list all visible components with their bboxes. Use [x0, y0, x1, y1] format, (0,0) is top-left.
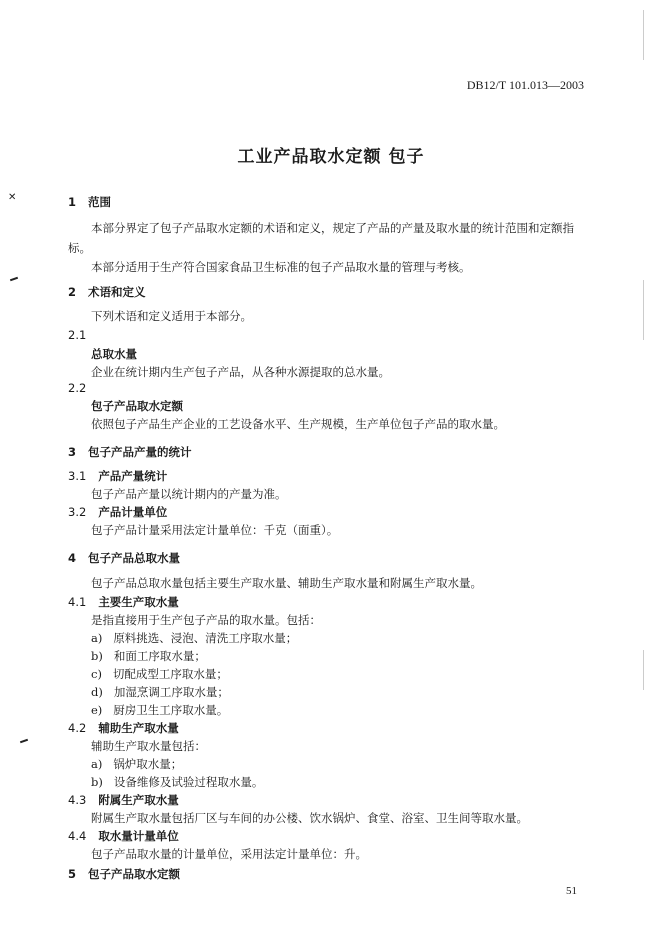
- list-item-text: 原料挑选、浸泡、清洗工序取水量；: [113, 631, 298, 645]
- list-item: [91, 684, 229, 700]
- term-total-water: 总取水量: [91, 347, 137, 361]
- scan-mark: [20, 739, 28, 744]
- clause-3-2-heading: [68, 504, 167, 520]
- list-item-label: c): [91, 667, 102, 681]
- scan-edge-line: [643, 280, 644, 340]
- section-1-paragraph-1: 本部分界定了包子产品取水定额的术语和定义，规定了产品的产量及取水量的统计范围和定额指标。: [68, 221, 574, 255]
- section-title: 包子产品产量的统计: [88, 445, 192, 459]
- scan-edge-line: [643, 10, 644, 60]
- list-item-label: b): [91, 649, 103, 663]
- scan-mark: [10, 277, 18, 282]
- list-item: [91, 702, 228, 718]
- section-2-heading: [68, 284, 146, 300]
- clause-3-1-text: 包子产品产量以统计期内的产量为准。: [91, 487, 287, 501]
- clause-4-2-heading: [68, 720, 179, 736]
- clause-title: 产品计量单位: [98, 505, 168, 519]
- list-item-text: 和面工序取水量；: [113, 649, 206, 663]
- term-total-water-definition: 企业在统计期内生产包子产品，从各种水源提取的总水量。: [91, 365, 390, 379]
- section-5-heading: [68, 866, 180, 882]
- section-title: 术语和定义: [88, 285, 146, 299]
- list-item-text: 锅炉取水量；: [113, 757, 183, 771]
- section-number: 3: [68, 445, 77, 459]
- clause-number: 4.1: [68, 595, 87, 609]
- clause-2-2-number: 2.2: [68, 381, 87, 395]
- clause-3-1-heading: [68, 468, 167, 484]
- clause-4-1-text: 是指直接用于生产包子产品的取水量。包括：: [91, 613, 321, 627]
- page-number: 51: [566, 885, 577, 897]
- list-item: [91, 648, 206, 664]
- clause-number: 4.3: [68, 793, 87, 807]
- clause-title: 取水量计量单位: [98, 829, 179, 843]
- section-number: 4: [68, 551, 77, 565]
- clause-number: 4.4: [68, 829, 87, 843]
- clause-2-1-number: 2.1: [68, 328, 87, 342]
- section-number: 2: [68, 285, 77, 299]
- section-number: 5: [68, 867, 77, 881]
- section-3-heading: [68, 444, 192, 460]
- section-title: 包子产品总取水量: [88, 551, 181, 565]
- list-item-text: 切配成型工序取水量；: [112, 667, 228, 681]
- list-item: [91, 666, 228, 682]
- list-item-text: 设备维修及试验过程取水量。: [113, 775, 264, 789]
- section-1-heading: [68, 194, 111, 210]
- clause-3-2-text: 包子产品计量采用法定计量单位：千克（面重）。: [91, 523, 339, 537]
- term-water-quota: 包子产品取水定额: [91, 399, 183, 413]
- list-item-label: a): [91, 631, 103, 645]
- section-4-intro: 包子产品总取水量包括主要生产取水量、辅助生产取水量和附属生产取水量。: [91, 576, 482, 590]
- scan-edge-line: [643, 650, 644, 690]
- section-number: 1: [68, 195, 77, 209]
- list-item: [91, 774, 263, 790]
- list-item: [91, 630, 297, 646]
- standard-code: DB12/T 101.013—2003: [466, 78, 584, 92]
- list-item-label: d): [91, 685, 103, 699]
- clause-4-3-text: 附属生产取水量包括厂区与车间的办公楼、饮水锅炉、食堂、浴室、卫生间等取水量。: [91, 811, 528, 825]
- clause-title: 主要生产取水量: [98, 595, 179, 609]
- clause-number: 3.2: [68, 505, 87, 519]
- clause-number: 4.2: [68, 721, 87, 735]
- clause-title: 产品产量统计: [98, 469, 168, 483]
- section-2-intro: 下列术语和定义适用于本部分。: [91, 309, 252, 323]
- clause-4-1-heading: [68, 594, 179, 610]
- term-water-quota-definition: 依照包子产品生产企业的工艺设备水平、生产规模，生产单位包子产品的取水量。: [91, 417, 505, 431]
- list-item-text: 加湿烹调工序取水量；: [113, 685, 229, 699]
- list-item-label: a): [91, 757, 103, 771]
- scan-mark: ✕: [8, 192, 17, 203]
- clause-4-2-text: 辅助生产取水量包括：: [91, 739, 206, 753]
- clause-number: 3.1: [68, 469, 87, 483]
- section-title: 范围: [88, 195, 112, 209]
- list-item: [91, 756, 182, 772]
- section-1-paragraph-2: 本部分适用于生产符合国家食品卫生标准的包子产品取水量的管理与考核。: [91, 260, 471, 274]
- clause-4-4-heading: [68, 828, 179, 844]
- list-item-label: e): [91, 703, 103, 717]
- page-title: 工业产品取水定额 包子: [237, 147, 425, 167]
- clause-4-4-text: 包子产品取水量的计量单位，采用法定计量单位：升。: [91, 847, 367, 861]
- clause-title: 附属生产取水量: [98, 793, 179, 807]
- section-4-heading: [68, 550, 180, 566]
- section-title: 包子产品取水定额: [88, 867, 181, 881]
- clause-4-3-heading: [68, 792, 179, 808]
- list-item-text: 厨房卫生工序取水量。: [113, 703, 229, 717]
- list-item-label: b): [91, 775, 103, 789]
- clause-title: 辅助生产取水量: [98, 721, 179, 735]
